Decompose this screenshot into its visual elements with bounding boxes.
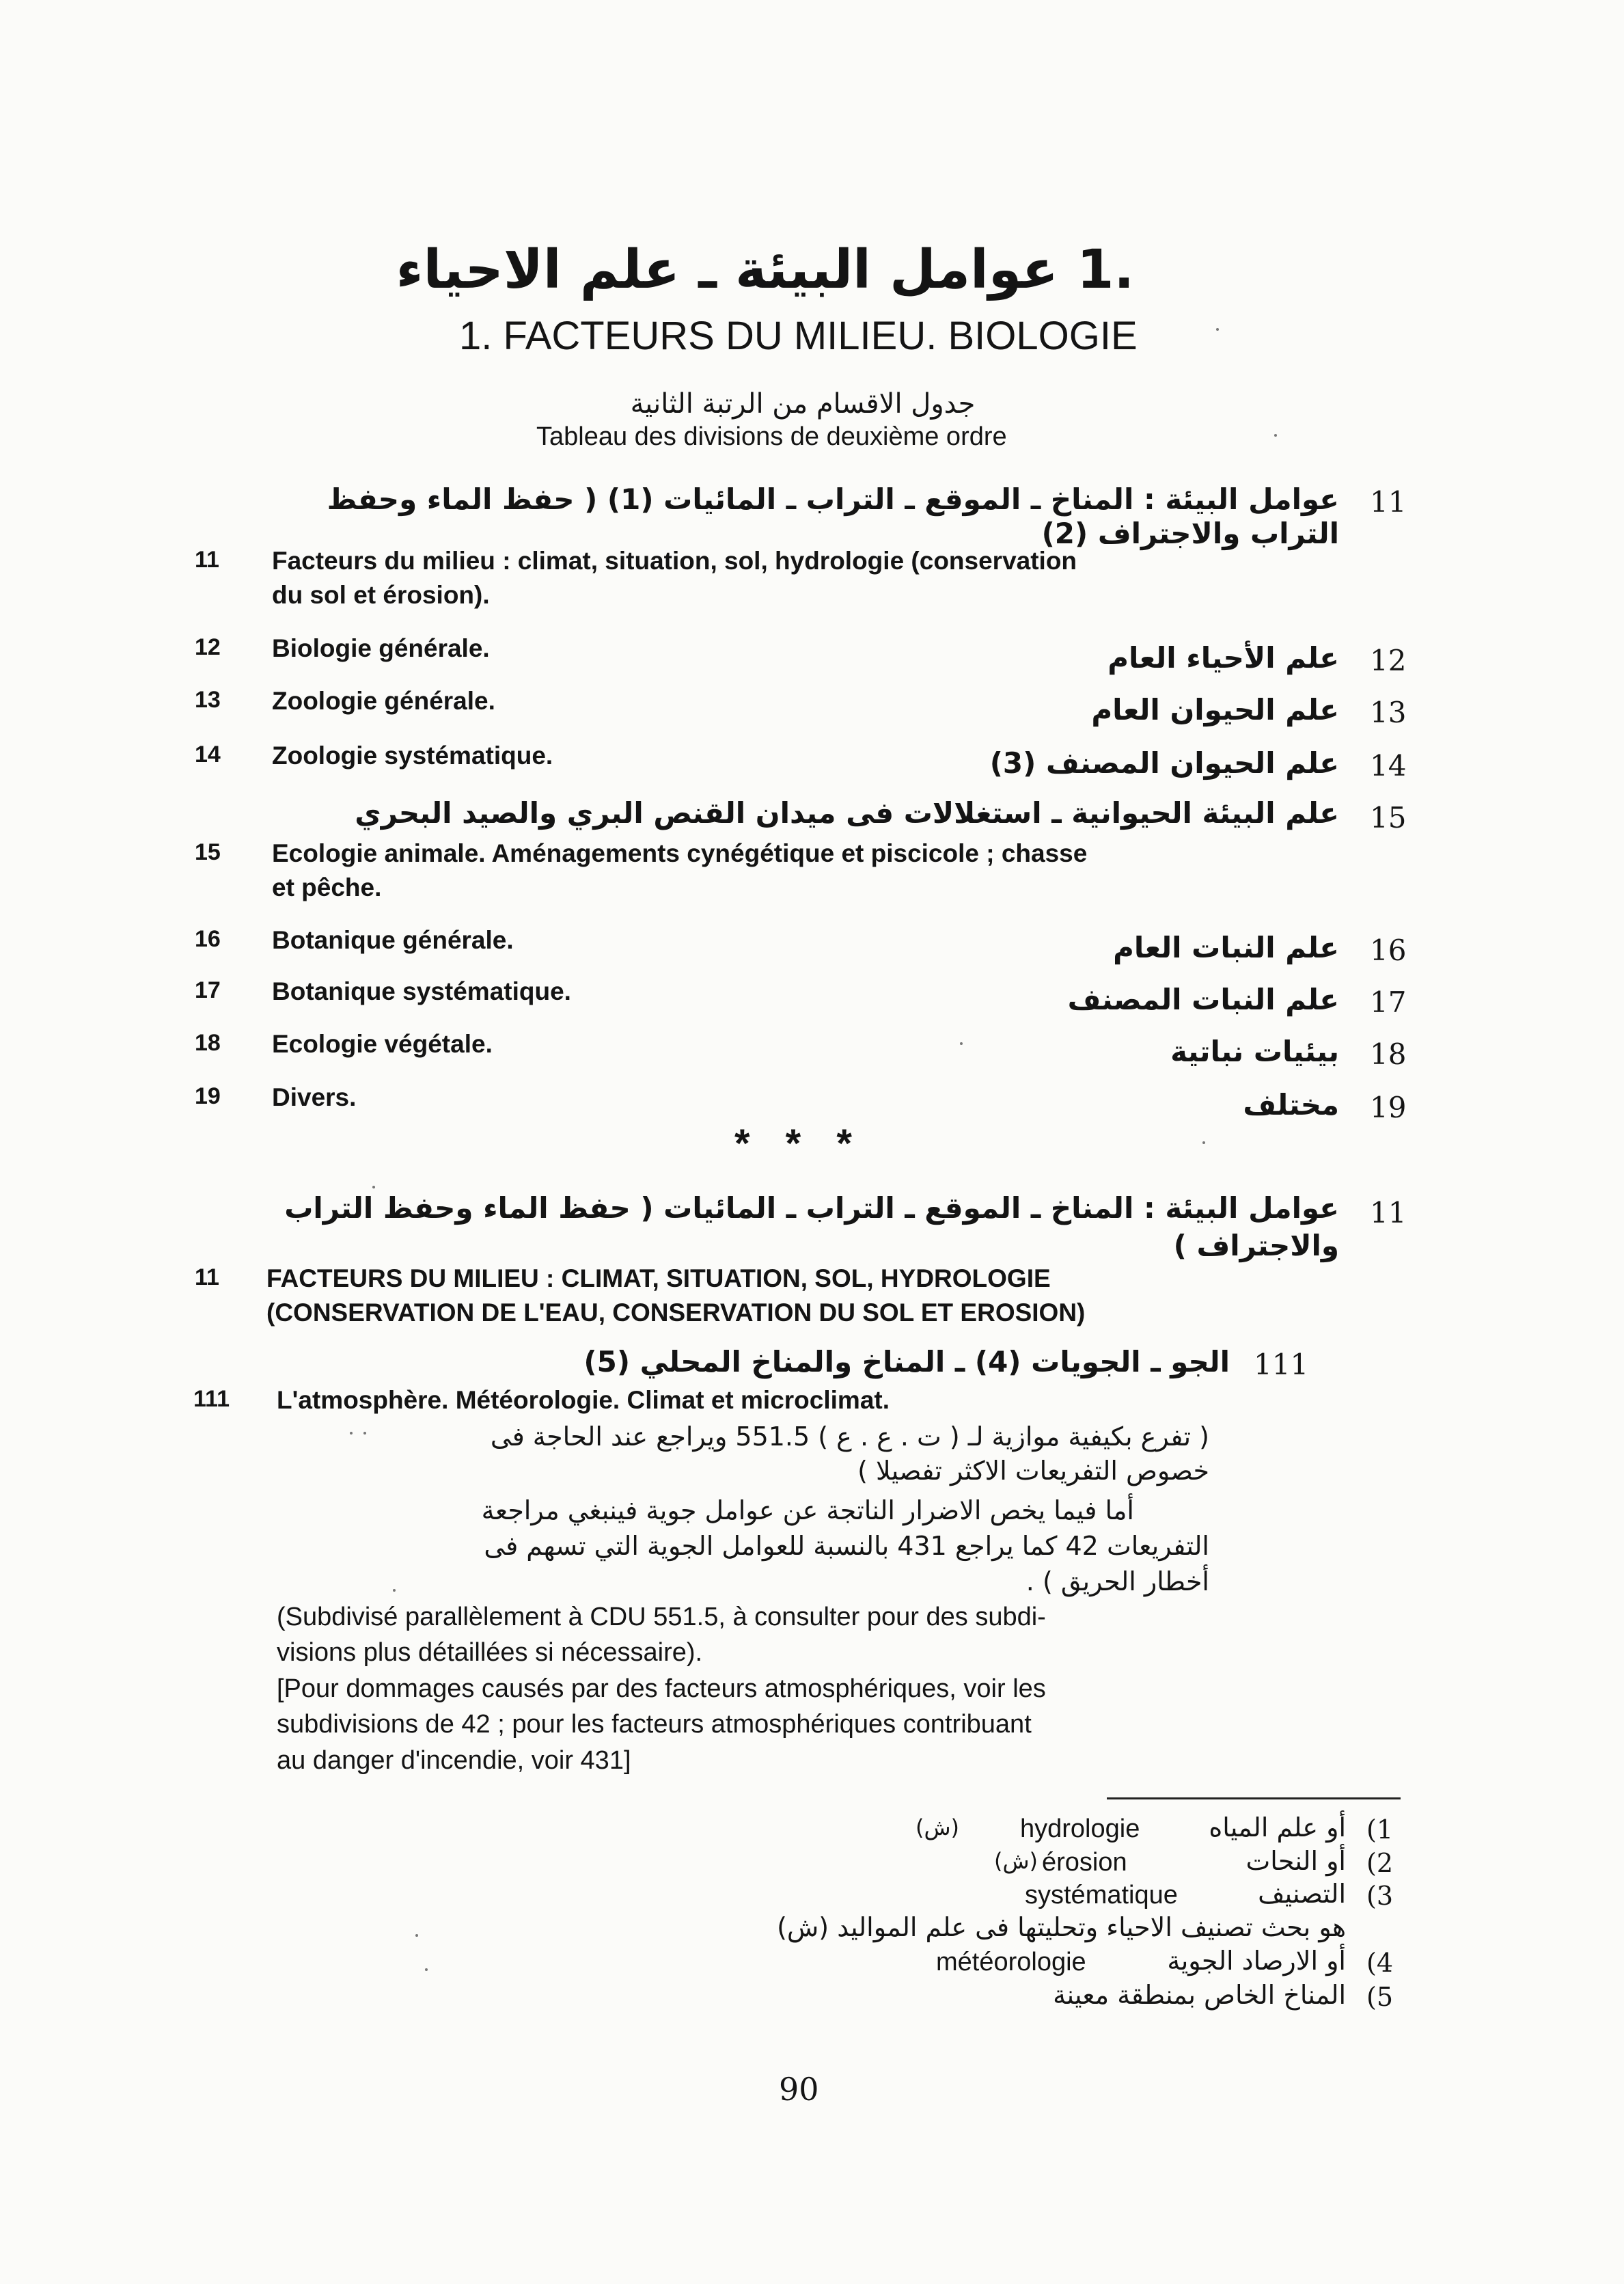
footnote-french: météorologie xyxy=(936,1948,1086,1976)
page-number: 90 xyxy=(779,2071,819,2108)
code-left: 19 xyxy=(195,1083,221,1109)
arabic-line: بيئيات نباتية xyxy=(1170,1035,1339,1068)
separator-asterisks: * * * xyxy=(734,1121,864,1166)
code-left: 111 xyxy=(193,1386,230,1412)
code-right: 14 xyxy=(1370,749,1407,783)
french-line: L'atmosphère. Météorologie. Climat et microclimat. xyxy=(277,1386,890,1414)
scan-speck xyxy=(350,1432,353,1435)
arabic-line: مختلف xyxy=(1243,1088,1339,1121)
footnote-french: hydrologie xyxy=(1020,1814,1140,1843)
arabic-line: علم الأحياء العام xyxy=(1107,641,1339,675)
french-note-line: visions plus détaillées si nécessaire). xyxy=(277,1638,703,1667)
arabic-note-line: خصوص التفريعات الاكثر تفصيلا ) xyxy=(857,1456,1209,1486)
code-left: 13 xyxy=(195,687,221,713)
footnote-tag: (ش) xyxy=(994,1848,1038,1874)
subtitle-french: Tableau des divisions de deuxième ordre xyxy=(536,422,1007,451)
footnote-arabic: المناخ الخاص بمنطقة معينة xyxy=(1053,1980,1346,2010)
footnote-number: (5 xyxy=(1366,1982,1394,2012)
title-arabic: .1 عوامل البيئة ـ علم الاحياء xyxy=(396,239,1134,301)
french-line: (CONSERVATION DE L'EAU, CONSERVATION DU SOL ET EROSION) xyxy=(266,1299,1086,1327)
code-left: 18 xyxy=(195,1030,221,1056)
arabic-line: الجو ـ الجويات (4) ـ المناخ والمناخ المحلي (5) xyxy=(583,1345,1230,1378)
arabic-line: التراب والاجتراف (2) xyxy=(1041,517,1339,550)
scan-speck xyxy=(1202,1141,1205,1144)
footnote-number: (3 xyxy=(1366,1881,1394,1911)
arabic-line: علم الحيوان المصنف (3) xyxy=(989,746,1339,780)
footnote-arabic: أو النحات xyxy=(1245,1846,1346,1876)
french-line: Biologie générale. xyxy=(272,634,490,662)
code-right: 15 xyxy=(1370,801,1407,834)
french-line: Botanique systématique. xyxy=(272,977,571,1005)
footnote-number: (4 xyxy=(1366,1948,1394,1978)
code-right: 11 xyxy=(1370,485,1407,519)
title-french: 1. FACTEURS DU MILIEU. BIOLOGIE xyxy=(459,314,1138,358)
arabic-note-line: ( تفرع بكيفية موازية لـ ( ت . ع . ع ) 551.5 ويراجع عند الحاجة فى xyxy=(490,1422,1209,1452)
footnote-number: (2 xyxy=(1366,1848,1394,1878)
code-right: 12 xyxy=(1370,644,1407,677)
arabic-line: والاجتراف ) xyxy=(1173,1229,1339,1262)
code-right: 19 xyxy=(1370,1091,1407,1124)
code-right: 11 xyxy=(1370,1196,1407,1229)
french-line: Zoologie systématique. xyxy=(272,742,553,770)
french-line: Ecologie végétale. xyxy=(272,1030,493,1058)
arabic-note-line: التفريعات 42 كما يراجع 431 بالنسبة للعوامل الجوية التي تسهم فى xyxy=(484,1531,1209,1561)
code-right: 16 xyxy=(1370,934,1407,967)
scan-speck xyxy=(1216,328,1219,331)
code-left: 17 xyxy=(195,977,221,1003)
french-line: Ecologie animale. Aménagements cynégétique et piscicole ; chasse xyxy=(272,839,1088,867)
code-right: 18 xyxy=(1370,1037,1407,1071)
footnote-arabic: أو علم المياه xyxy=(1209,1812,1346,1843)
footnote-french: systématique xyxy=(1025,1881,1178,1909)
scan-speck xyxy=(372,1186,375,1188)
french-note-line: [Pour dommages causés par des facteurs atmosphériques, voir les xyxy=(277,1674,1046,1703)
french-line: et pêche. xyxy=(272,873,382,901)
arabic-line: علم البيئة الحيوانية ـ استغلالات فى ميدان القنص البري والصيد البحري xyxy=(355,796,1339,830)
footnote-arabic: أو الارصاد الجوية xyxy=(1167,1946,1346,1976)
code-right: 17 xyxy=(1370,985,1407,1019)
code-left: 14 xyxy=(195,742,221,767)
code-left: 15 xyxy=(195,839,221,865)
code-left: 11 xyxy=(195,1264,219,1290)
french-note-line: au danger d'incendie, voir 431] xyxy=(277,1746,631,1775)
footnote-arabic: التصنيف xyxy=(1258,1879,1346,1909)
french-line: Divers. xyxy=(272,1083,357,1111)
footnote-divider xyxy=(1107,1797,1401,1799)
french-line: FACTEURS DU MILIEU : CLIMAT, SITUATION, SOL, HYDROLOGIE xyxy=(266,1264,1051,1292)
scan-speck xyxy=(425,1968,428,1971)
arabic-note-line: أما فيما يخص الاضرار الناتجة عن عوامل جوية فينبغي مراجعة xyxy=(481,1495,1134,1525)
french-line: du sol et érosion). xyxy=(272,581,490,609)
scan-speck xyxy=(1274,434,1277,437)
arabic-line: عوامل البيئة : المناخ ـ الموقع ـ التراب ـ المائيات (1) ( حفظ الماء وحفظ xyxy=(327,482,1339,516)
arabic-line: عوامل البيئة : المناخ ـ الموقع ـ التراب ـ المائيات ( حفظ الماء وحفظ التراب xyxy=(284,1191,1339,1225)
scan-speck xyxy=(393,1589,396,1592)
footnote-french: érosion xyxy=(1042,1848,1127,1877)
code-left: 12 xyxy=(195,634,221,660)
code-left: 11 xyxy=(195,547,219,573)
french-note-line: subdivisions de 42 ; pour les facteurs atmosphériques contribuant xyxy=(277,1710,1032,1739)
footnote-arabic: هو بحث تصنيف الاحياء وتحليتها فى علم المواليد (ش) xyxy=(777,1912,1346,1942)
french-line: Facteurs du milieu : climat, situation, sol, hydrologie (conservation xyxy=(272,547,1077,575)
arabic-line: علم الحيوان العام xyxy=(1091,693,1339,726)
scan-speck xyxy=(960,1042,963,1045)
arabic-line: علم النبات العام xyxy=(1113,931,1339,964)
scan-speck xyxy=(363,1432,366,1435)
french-line: Zoologie générale. xyxy=(272,687,495,715)
scan-speck xyxy=(415,1934,418,1937)
arabic-note-line: أخطار الحريق ) . xyxy=(1026,1566,1209,1596)
footnote-tag: (ش) xyxy=(916,1814,960,1840)
french-line: Botanique générale. xyxy=(272,926,514,954)
footnote-number: (1 xyxy=(1366,1814,1394,1845)
subtitle-arabic: جدول الاقسام من الرتبة الثانية xyxy=(630,388,976,420)
code-right: 111 xyxy=(1254,1348,1309,1381)
arabic-line: علم النبات المصنف xyxy=(1067,983,1339,1016)
code-right: 13 xyxy=(1370,696,1407,729)
french-note-line: (Subdivisé parallèlement à CDU 551.5, à consulter pour des subdi- xyxy=(277,1603,1046,1631)
code-left: 16 xyxy=(195,926,221,952)
